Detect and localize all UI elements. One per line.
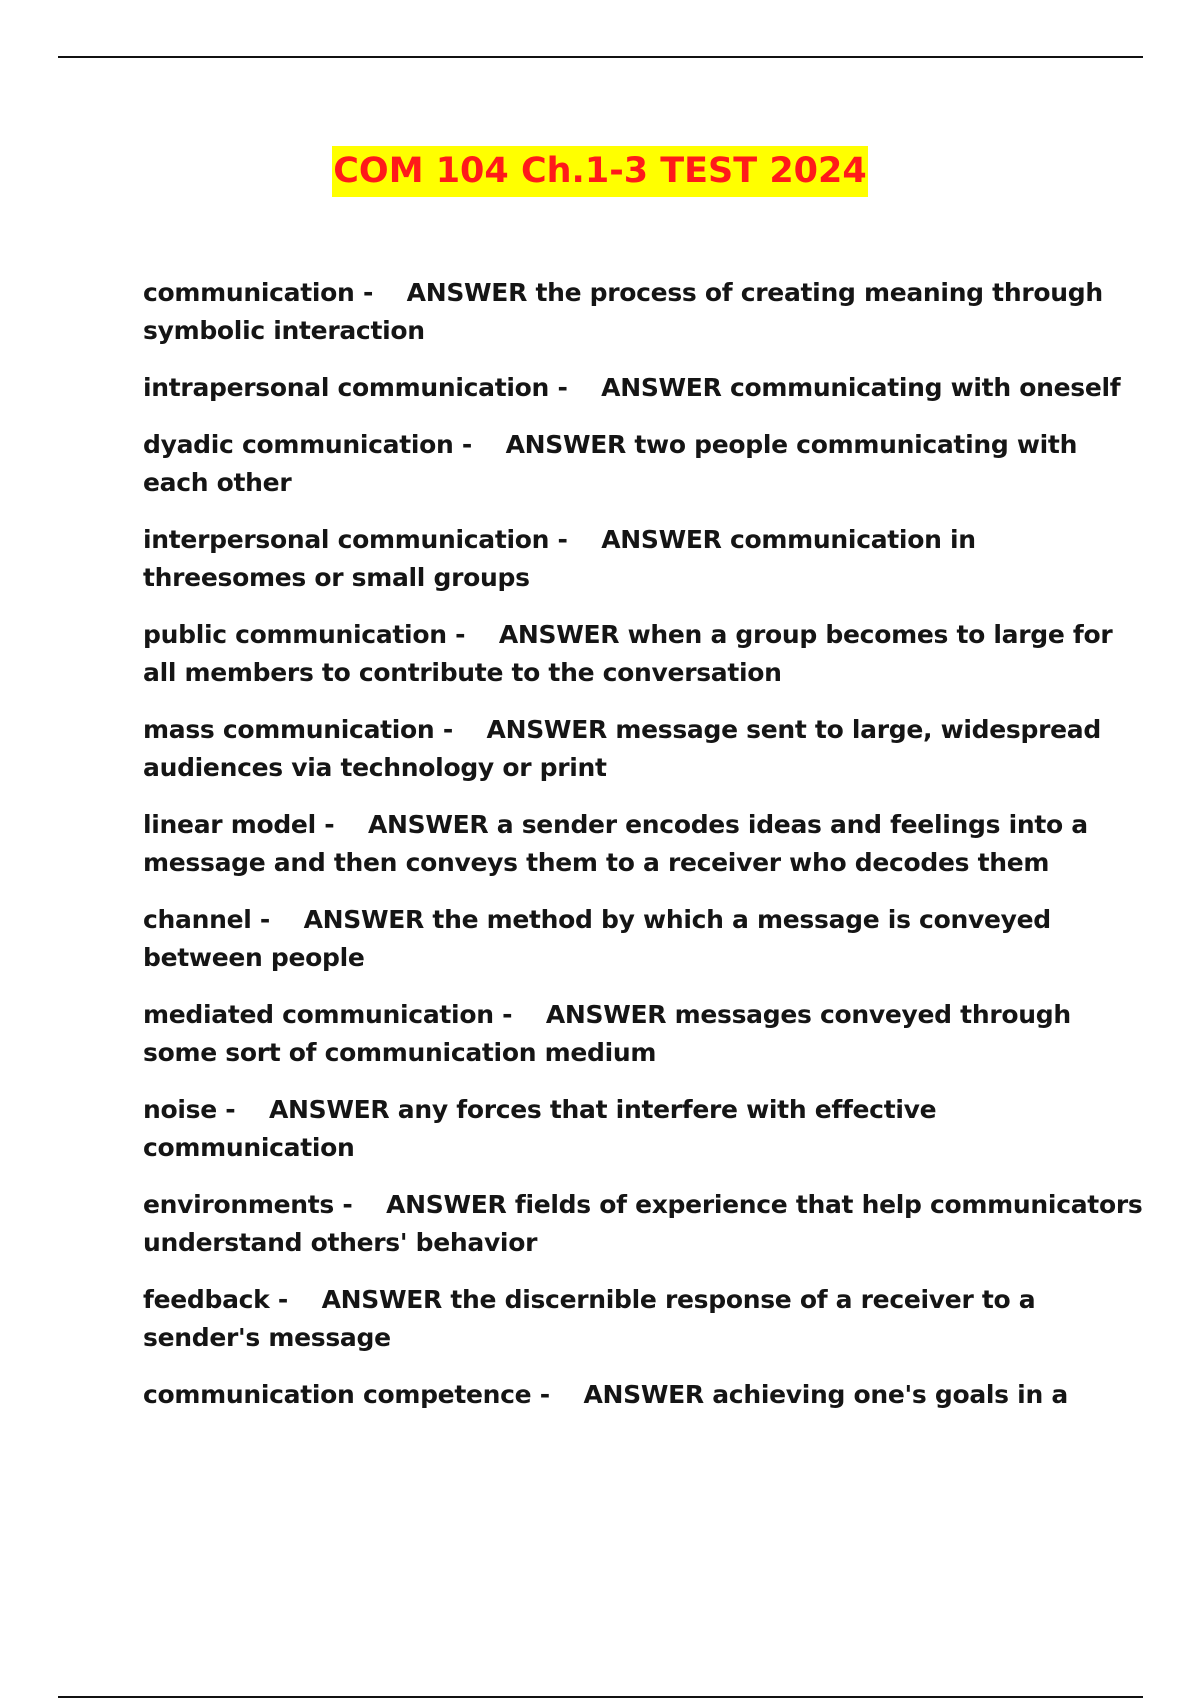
entry-answer: communication in threesomes or small groups bbox=[143, 525, 976, 592]
entry-answer: the discernible response of a receiver to a sender's message bbox=[143, 1285, 1036, 1352]
entry-term: interpersonal communication bbox=[143, 525, 550, 554]
entry-answer: message sent to large, widespread audiences via technology or print bbox=[143, 715, 1101, 782]
entry-dyadic-communication: dyadic communication - ANSWER two people communicating with each other bbox=[143, 430, 1078, 497]
document-title: COM 104 Ch.1-3 TEST 2024 bbox=[332, 146, 867, 197]
entry-linear-model: linear model - ANSWER a sender encodes ideas and feelings into a message and then conveys them to a receiver who decodes them bbox=[143, 810, 1088, 877]
answer-label: ANSWER bbox=[505, 430, 626, 459]
bottom-rule bbox=[58, 1696, 1143, 1698]
entry-term: communication bbox=[143, 278, 355, 307]
entry-term: linear model bbox=[143, 810, 316, 839]
entry-answer: messages conveyed through some sort of communication medium bbox=[143, 1000, 1071, 1067]
entry-term: mediated communication bbox=[143, 1000, 494, 1029]
answer-label: ANSWER bbox=[406, 278, 528, 307]
entry-mass-communication: mass communication - ANSWER message sent to large, widespread audiences via technology or print bbox=[143, 715, 1101, 782]
answer-label: ANSWER bbox=[486, 715, 607, 744]
answer-label: ANSWER bbox=[303, 905, 425, 934]
top-rule bbox=[58, 56, 1143, 58]
answer-label: ANSWER bbox=[583, 1380, 704, 1409]
entry-term: dyadic communication bbox=[143, 430, 454, 459]
answer-label: ANSWER bbox=[386, 1190, 507, 1219]
entry-intrapersonal-communication: intrapersonal communication - ANSWER communicating with oneself bbox=[143, 373, 1121, 402]
entry-public-communication: public communication - ANSWER when a group becomes to large for all members to contribute to the conversation bbox=[143, 620, 1113, 687]
answer-label: ANSWER bbox=[269, 1095, 390, 1124]
entry-answer: any forces that interfere with effective communication bbox=[143, 1095, 937, 1162]
answer-label: ANSWER bbox=[321, 1285, 442, 1314]
entry-term: environments bbox=[143, 1190, 334, 1219]
entry-term: intrapersonal communication bbox=[143, 373, 550, 402]
entry-communication: communication - ANSWER the process of creating meaning through symbolic interaction bbox=[143, 278, 1103, 345]
entry-term: communication competence bbox=[143, 1380, 532, 1409]
answer-label: ANSWER bbox=[601, 373, 722, 402]
entry-answer: communicating with oneself bbox=[729, 373, 1121, 402]
entry-mediated-communication: mediated communication - ANSWER messages conveyed through some sort of communication medium bbox=[143, 1000, 1071, 1067]
entry-noise: noise - ANSWER any forces that interfere with effective communication bbox=[143, 1095, 937, 1162]
entry-answer: when a group becomes to large for all members to contribute to the conversation bbox=[143, 620, 1113, 687]
entry-term: noise bbox=[143, 1095, 217, 1124]
entry-term: mass communication bbox=[143, 715, 435, 744]
entry-answer: the process of creating meaning through symbolic interaction bbox=[143, 278, 1103, 345]
entry-term: channel bbox=[143, 905, 252, 934]
answer-label: ANSWER bbox=[367, 810, 489, 839]
entry-answer: the method by which a message is conveyed between people bbox=[143, 905, 1051, 972]
answer-label: ANSWER bbox=[498, 620, 620, 649]
answer-label: ANSWER bbox=[601, 525, 722, 554]
entry-communication-competence: communication competence - ANSWER achieving one's goals in a bbox=[143, 1380, 1068, 1409]
entry-answer: a sender encodes ideas and feelings into a message and then conveys them to a receiver who decodes them bbox=[143, 810, 1088, 877]
flashcard-list bbox=[143, 274, 1143, 1433]
entry-answer: fields of experience that help communicators understand others' behavior bbox=[143, 1190, 1143, 1257]
entry-answer: two people communicating with each other bbox=[143, 430, 1078, 497]
entry-channel: channel - ANSWER the method by which a message is conveyed between people bbox=[143, 905, 1051, 972]
entry-answer: achieving one's goals in a bbox=[712, 1380, 1068, 1409]
entry-term: public communication bbox=[143, 620, 447, 649]
entry-feedback: feedback - ANSWER the discernible response of a receiver to a sender's message bbox=[143, 1285, 1036, 1352]
entry-environments: environments - ANSWER fields of experience that help communicators understand others' behavior bbox=[143, 1190, 1143, 1257]
title-block bbox=[0, 146, 1200, 197]
answer-label: ANSWER bbox=[545, 1000, 667, 1029]
entry-term: feedback bbox=[143, 1285, 270, 1314]
entry-interpersonal-communication: interpersonal communication - ANSWER communication in threesomes or small groups bbox=[143, 525, 976, 592]
